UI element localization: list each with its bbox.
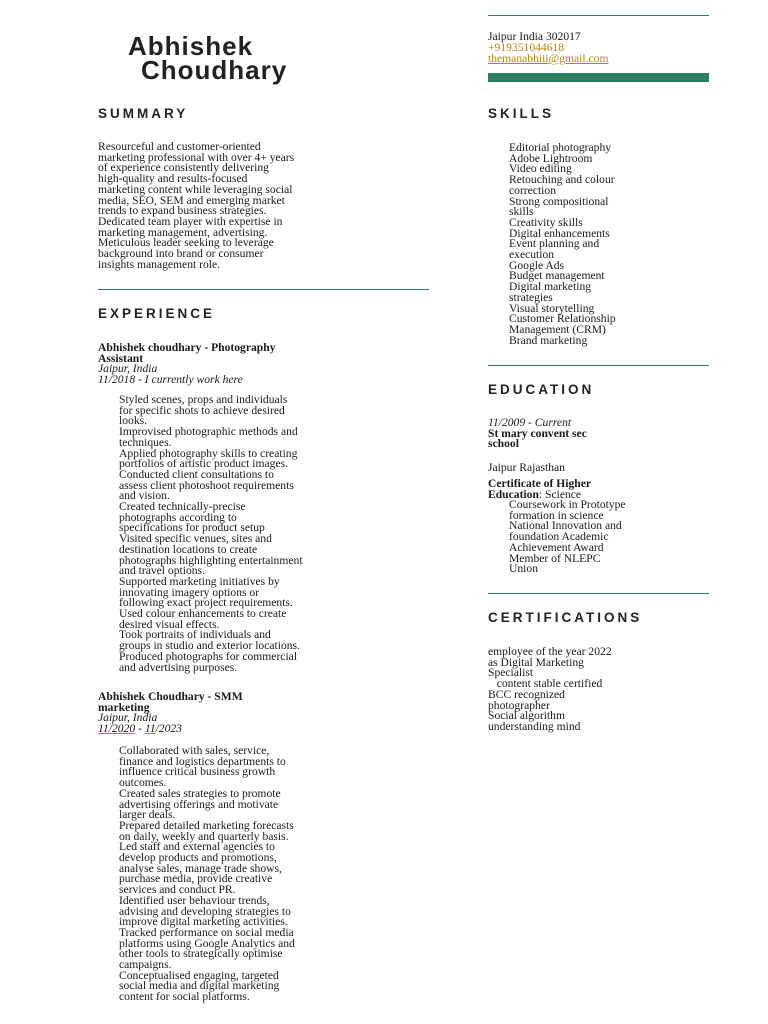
job-date-end-year: /2023 (155, 722, 182, 736)
job-bullet: and vision. (119, 489, 170, 503)
summary-line: media, SEO, SEM and emerging market (98, 193, 285, 207)
job-title: Abhishek choudhary - Photography (98, 341, 276, 354)
summary-line: Resourceful and customer-oriented (98, 140, 261, 153)
contact-top-rule (488, 15, 709, 16)
job-1-bullets (119, 395, 303, 673)
job-bullet: Led staff and external agencies to (119, 840, 275, 854)
name-last: Choudhary (141, 55, 288, 85)
skill-item: Digital marketing (509, 280, 592, 294)
certification-line: content stable certified (488, 677, 603, 691)
job-bullet: Identified user behaviour trends, (119, 893, 270, 907)
summary-line: Meticulous leader seeking to leverage (98, 236, 274, 250)
job-bullet: analyse sales, manage trade shows, (119, 861, 282, 875)
skill-item: correction (509, 183, 556, 197)
job-bullet: photographs highlighting entertainment (119, 553, 303, 567)
job-bullet: Improvised photographic methods and (119, 425, 298, 439)
skills-heading: SKILLS (488, 106, 555, 121)
job-bullet: Tracked performance on social media (119, 925, 294, 939)
job-bullet: photographs according to (119, 510, 237, 524)
summary-text (98, 142, 438, 270)
job-bullet: for specific shots to achieve desired (119, 403, 285, 417)
job-bullet: Produced photographs for commercial (119, 649, 298, 663)
job-bullet: techniques. (119, 435, 172, 449)
job-bullet: following exact project requirements. (119, 596, 293, 610)
job-bullet: social media and digital marketing (119, 979, 280, 993)
contact-accent-bar (488, 73, 709, 82)
education-rule (488, 593, 709, 594)
job-bullet: improve digital marketing activities. (119, 915, 288, 929)
skill-item: Digital enhancements (509, 226, 610, 240)
skill-item: Adobe Lightroom (509, 151, 593, 165)
education-degree-field: : Science (538, 487, 582, 501)
certifications-list (488, 647, 612, 733)
job-bullet: Styled scenes, props and individuals (119, 393, 288, 406)
job-bullet: develop products and promotions, (119, 851, 277, 865)
job-bullet: Used colour enhancements to create (119, 607, 287, 621)
job-bullet: and advertising purposes. (119, 660, 238, 674)
education-detail: Coursework in Prototype (509, 498, 626, 511)
job-dates (98, 724, 243, 735)
education-details (509, 500, 626, 575)
certification-line: understanding mind (488, 719, 581, 733)
job-bullet: purchase media, provide creative (119, 872, 273, 886)
skill-item: Customer Relationship (509, 312, 616, 326)
education-detail: Achievement Award (509, 540, 604, 554)
summary-line: insights management role. (98, 257, 221, 271)
job-bullet: Created technically-precise (119, 500, 246, 514)
skill-item: Brand marketing (509, 333, 588, 347)
job-bullet: Visited specific venues, sites and (119, 532, 272, 546)
education-location: Jaipur Rajasthan (488, 461, 565, 474)
job-bullet: finance and logistics departments to (119, 754, 286, 768)
summary-line: trends to expand business strategies. (98, 204, 267, 218)
summary-rule (98, 289, 429, 290)
skills-rule (488, 365, 709, 366)
education-entry (488, 418, 587, 450)
job-bullet: outcomes. (119, 776, 167, 790)
education-detail: foundation Academic (509, 530, 609, 544)
job-bullet: Collaborated with sales, service, (119, 744, 270, 757)
job-bullet: Applied photography skills to creating (119, 446, 298, 460)
job-2 (98, 692, 243, 735)
certification-line: Social algorithm (488, 709, 565, 723)
job-dates: 11/2018 - I currently work here (98, 373, 243, 387)
job-bullet: looks. (119, 414, 148, 428)
job-bullet: Supported marketing initiatives by (119, 574, 280, 588)
job-bullet: Prepared detailed marketing forecasts (119, 818, 294, 832)
certifications-heading: CERTIFICATIONS (488, 610, 643, 625)
job-bullet: desired visual effects. (119, 617, 220, 631)
summary-line: marketing management, advertising. (98, 225, 268, 239)
contact-email[interactable]: themanabhiii@gmail.com (488, 52, 609, 65)
job-bullet: larger deals. (119, 808, 176, 822)
experience-heading: EXPERIENCE (98, 306, 216, 321)
skill-item: Event planning and (509, 237, 600, 251)
job-bullet: on daily, weekly and quarterly basis. (119, 829, 289, 843)
skill-item: Google Ads (509, 258, 565, 272)
job-date-end-month: 11 (144, 722, 156, 736)
job-bullet: Conducted client consultations to (119, 467, 274, 481)
skill-item: Budget management (509, 269, 605, 283)
certification-line: photographer (488, 698, 550, 712)
skill-item: skills (509, 205, 534, 219)
job-date-start: 11/2020 (98, 722, 136, 736)
job-date-sep: - (135, 722, 145, 736)
job-bullet: specifications for product setup (119, 521, 265, 535)
skill-item: strategies (509, 290, 553, 304)
skill-item: execution (509, 248, 555, 262)
certification-line: employee of the year 2022 (488, 645, 612, 658)
education-school: school (488, 437, 519, 451)
skill-item: Editorial photography (509, 141, 612, 154)
job-bullet: Created sales strategies to promote (119, 786, 281, 800)
job-location: Jaipur, India (98, 711, 158, 725)
job-1 (98, 343, 276, 386)
job-bullet: content for social platforms. (119, 990, 250, 1004)
skill-item: Video editing (509, 162, 572, 176)
contact-address: Jaipur India 302017 (488, 30, 581, 43)
education-dates: 11/2009 - Current (488, 416, 572, 429)
education-detail: National Innovation and (509, 519, 622, 533)
certification-line: as Digital Marketing (488, 655, 584, 669)
summary-line: background into brand or consumer (98, 247, 264, 261)
summary-line: of experience consistently delivering (98, 161, 269, 175)
job-bullet: advertising offerings and motivate (119, 797, 279, 811)
skill-item: Retouching and colour (509, 173, 615, 187)
summary-line: marketing professional with over 4+ years (98, 150, 295, 164)
summary-heading: SUMMARY (98, 106, 189, 121)
job-title: Assistant (98, 351, 144, 365)
certification-line: BCC recognized (488, 687, 565, 701)
job-title: Abhishek Choudhary - SMM (98, 690, 243, 703)
summary-line: high-quality and results-focused (98, 172, 248, 186)
skills-list (509, 143, 616, 346)
education-degree-line: Education (488, 487, 539, 501)
job-bullet: groups in studio and exterior locations. (119, 639, 300, 653)
skill-item: Creativity skills (509, 215, 583, 229)
education-detail: Union (509, 562, 538, 576)
education-detail: formation in science (509, 508, 604, 522)
skill-item: Management (CRM) (509, 322, 606, 336)
summary-line: Dedicated team player with expertise in (98, 214, 283, 228)
job-2-bullets (119, 746, 295, 1003)
name-first: Abhishek (128, 31, 254, 61)
job-bullet: campaigns. (119, 958, 172, 972)
job-bullet: influence critical business growth (119, 765, 276, 779)
job-bullet: Took portraits of individuals and (119, 628, 271, 642)
job-title: marketing (98, 700, 150, 714)
job-bullet: Conceptualised engaging, targeted (119, 968, 279, 982)
education-detail: Member of NLEPC (509, 551, 601, 565)
job-bullet: and travel options. (119, 564, 205, 578)
job-bullet: destination locations to create (119, 542, 258, 556)
skill-item: Strong compositional (509, 194, 609, 208)
job-bullet: portfolios of artistic product images. (119, 457, 289, 471)
skill-item: Visual storytelling (509, 301, 595, 315)
job-bullet: services and conduct PR. (119, 883, 236, 897)
education-heading: EDUCATION (488, 382, 595, 397)
education-school: St mary convent sec (488, 426, 587, 440)
job-bullet: innovating imagery options or (119, 585, 260, 599)
education-degree-line: Certificate of Higher (488, 477, 592, 490)
job-bullet: other tools to strategically optimise (119, 947, 283, 961)
job-location: Jaipur, India (98, 362, 158, 376)
job-bullet: assess client photoshoot requirements (119, 478, 294, 492)
summary-line: marketing content while leveraging social (98, 182, 293, 196)
job-bullet: advising and developing strategies to (119, 904, 291, 918)
contact-phone[interactable]: +919351044618 (488, 41, 565, 54)
certification-line: Specialist (488, 666, 534, 680)
job-bullet: platforms using Google Analytics and (119, 936, 295, 950)
